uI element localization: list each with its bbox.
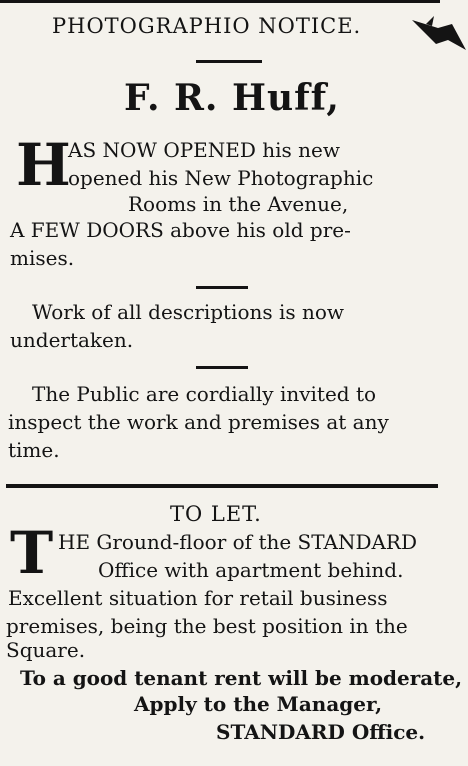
let-line-7: Apply to the Manager,: [134, 692, 383, 716]
photo-line-1: AS NOW OPENED his new: [68, 138, 340, 162]
public-line-1: The Public are cordially invited to: [32, 382, 377, 406]
let-line-8: STANDARD Office.: [216, 720, 426, 744]
photo-line-5: mises.: [10, 246, 75, 270]
photo-line-3: Rooms in the Avenue,: [128, 192, 349, 216]
advertiser-name: F. R. Huff,: [124, 77, 340, 119]
photo-line-2: opened his New Photographic: [68, 166, 374, 190]
dropcap-t: T: [10, 519, 54, 587]
dropcap-h: H: [16, 131, 71, 199]
let-line-4: premises, being the best position in the: [6, 614, 408, 638]
ad-separator-rule: [6, 484, 438, 488]
let-line-1: HE Ground-floor of the STANDARD: [58, 530, 418, 554]
divider-rule: [196, 286, 248, 289]
divider-rule: [196, 366, 248, 369]
work-line-2: undertaken.: [10, 328, 134, 352]
work-line-1: Work of all descriptions is now: [32, 300, 345, 324]
let-line-2: Office with apartment behind.: [98, 558, 404, 582]
top-rule: [0, 0, 440, 3]
public-line-2: inspect the work and premises at any: [8, 410, 389, 434]
let-line-3: Excellent situation for retail business: [8, 586, 388, 610]
public-line-3: time.: [8, 438, 60, 462]
quill-icon: [408, 10, 468, 60]
photographic-notice-heading: PHOTOGRAPHIO NOTICE.: [52, 14, 362, 38]
photo-line-4: A FEW DOORS above his old pre-: [10, 218, 351, 242]
let-line-5: Square.: [6, 638, 86, 662]
divider-rule: [196, 60, 262, 63]
let-line-6: To a good tenant rent will be moderate,: [20, 666, 463, 690]
to-let-heading: TO LET.: [170, 502, 262, 526]
